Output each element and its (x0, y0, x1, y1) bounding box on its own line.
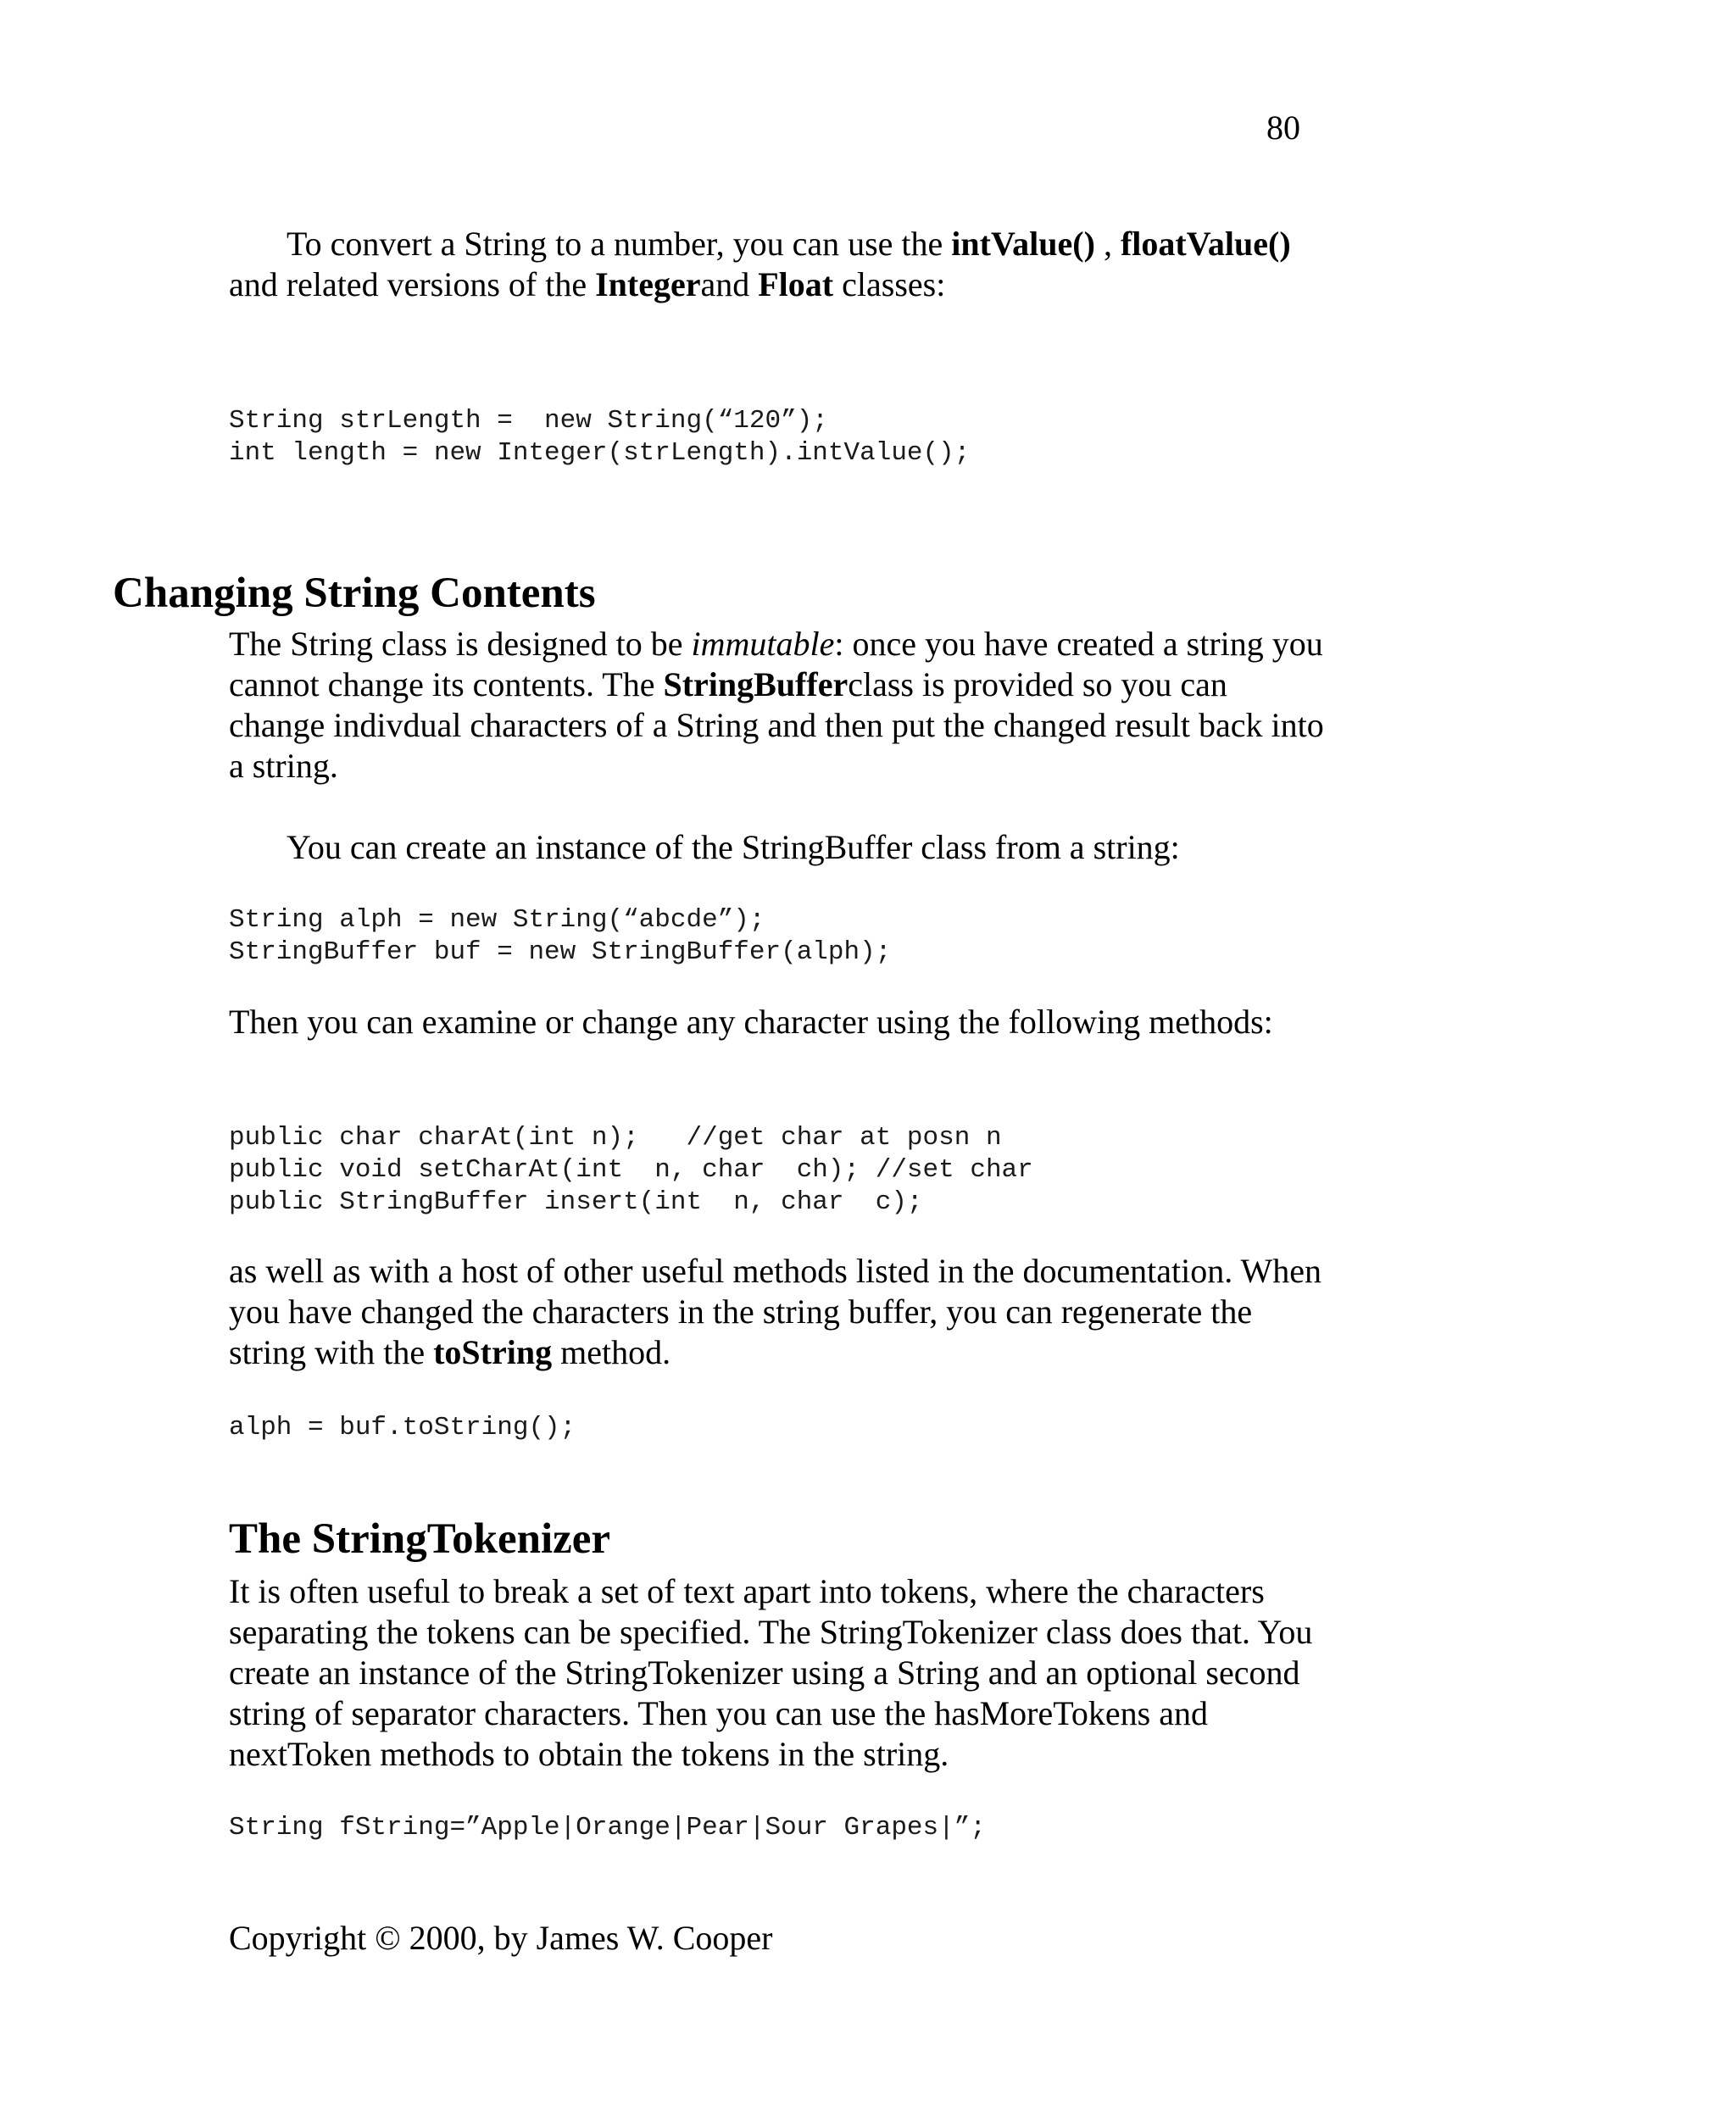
tokenizer-paragraph: It is often useful to break a set of text apart into tokens, where the characters separating the tokens can be specified. The StringTokenizer class does that. You create an instance of the StringTokenizer using a String and an optional second string of separator characters. Then you can use the hasMoreTokens and nextToken methods to obtain the tokens in the string. (229, 1572, 1313, 1773)
paragraph-text: method. (552, 1333, 671, 1371)
tostring-paragraph (229, 1251, 1331, 1373)
intvalue-term: intValue() (951, 225, 1095, 263)
section-heading-stringtokenizer: The StringTokenizer (229, 1515, 611, 1563)
paragraph-text: The String class is designed to be (229, 625, 692, 663)
section-heading-changing-string-contents: Changing String Contents (113, 570, 596, 617)
code-line: public char charAt(int n); //get char at posn n (229, 1123, 1002, 1153)
intro-text: and (700, 265, 759, 303)
copyright-footer: Copyright © 2000, by James W. Cooper (229, 1919, 773, 1957)
code-line: String fString=”Apple|Orange|Pear|Sour Grapes|”; (229, 1813, 986, 1842)
code-block-stringbuffer (229, 904, 891, 969)
integer-term: Integer (595, 265, 701, 303)
code-block-tostring (229, 1412, 576, 1444)
float-term: Float (758, 265, 834, 303)
code-line: public void setCharAt(int n, char ch); //set char (229, 1155, 1033, 1185)
code-block-tokenizer (229, 1812, 986, 1844)
code-line: String alph = new String(“abcde”); (229, 905, 765, 935)
examine-paragraph: Then you can examine or change any character using the following methods: (229, 1003, 1273, 1041)
floatvalue-term: floatValue() (1120, 225, 1291, 263)
stringbuffer-term: StringBuffer (663, 665, 849, 703)
code-line: int length = new Integer(strLength).intValue(); (229, 438, 971, 468)
intro-paragraph (229, 224, 1331, 305)
intro-text: and related versions of the (229, 265, 596, 303)
code-line: String strLength = new String(“120”); (229, 406, 828, 436)
paragraph-text: class is provided so you can change indivdual characters of a String and then put the changed result back into a string. (229, 665, 1324, 785)
code-line: alph = buf.toString(); (229, 1413, 576, 1442)
create-instance-paragraph: You can create an instance of the StringBuffer class from a string: (287, 828, 1180, 866)
code-block-string-to-number (229, 405, 970, 470)
immutable-term: immutable (691, 625, 835, 663)
paragraph-text: : once you have created a string you cannot change its contents. The (229, 625, 1323, 703)
page-number: 80 (1266, 108, 1300, 147)
intro-text: classes: (833, 265, 946, 303)
intro-text: To convert a String to a number, you can use the (287, 225, 952, 263)
intro-text: , (1094, 225, 1121, 263)
code-line: public StringBuffer insert(int n, char c); (229, 1187, 923, 1217)
tostring-term: toString (433, 1333, 553, 1371)
immutable-paragraph (229, 624, 1331, 786)
paragraph-text: as well as with a host of other useful methods listed in the documentation. When you have changed the characters in the string buffer, you can regenerate the string with the (229, 1252, 1322, 1371)
code-line: StringBuffer buf = new StringBuffer(alph); (229, 937, 892, 967)
code-block-methods (229, 1122, 1033, 1219)
